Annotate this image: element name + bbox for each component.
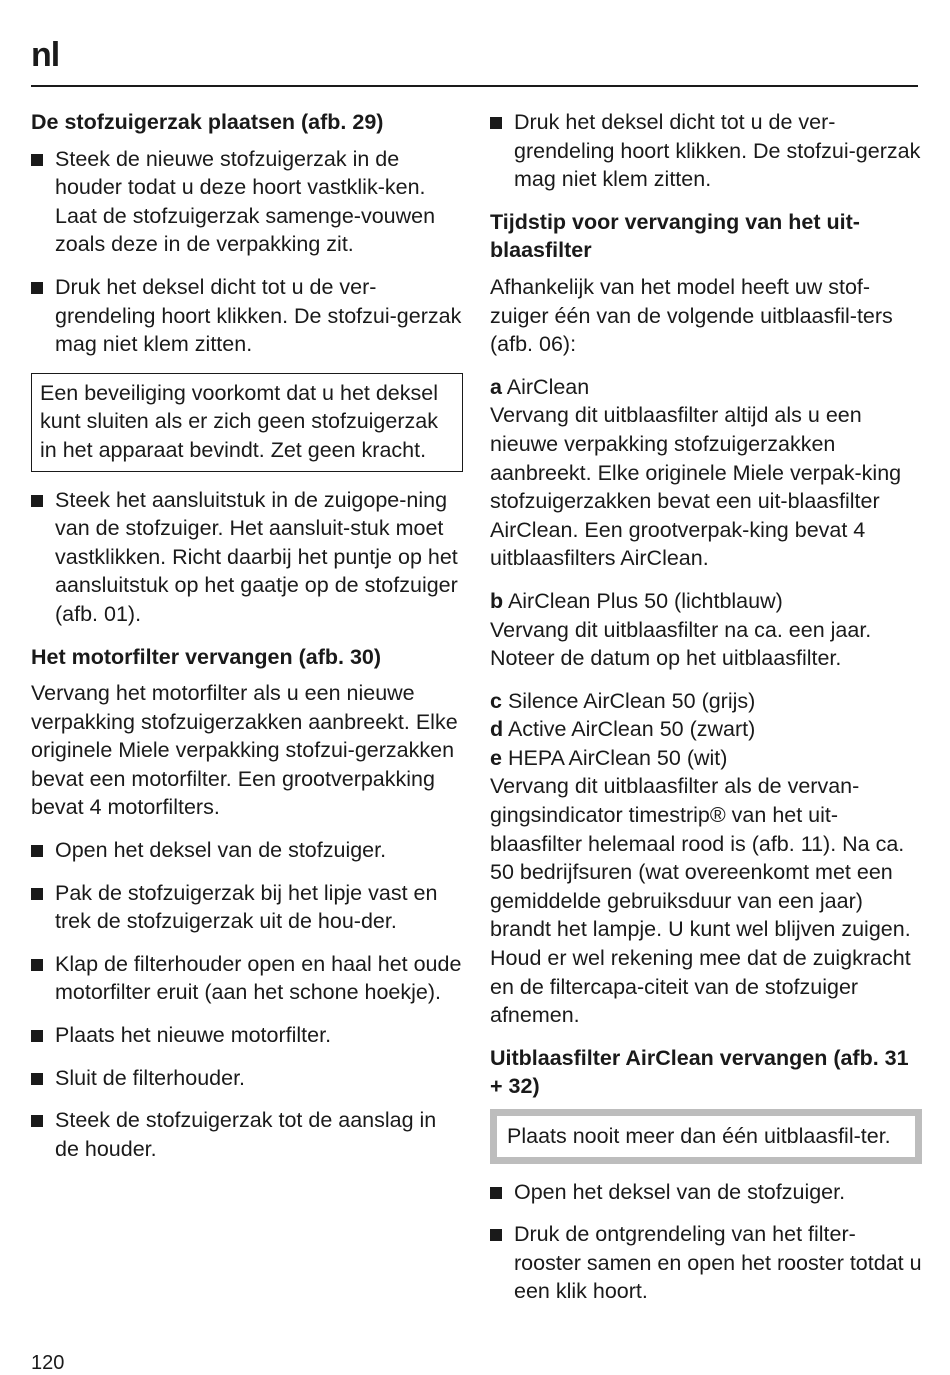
- bullet-square-icon: [490, 1187, 502, 1199]
- filter-a-block: [490, 373, 922, 573]
- bullet-square-icon: [31, 845, 43, 857]
- bullet-square-icon: [31, 1115, 43, 1127]
- filter-name: Silence AirClean 50 (grijs): [507, 688, 756, 713]
- filter-description: Vervang dit uitblaasfilter als de vervan-gingsindicator timestrip® van het uit-blaasfilter helemaal rood is (afb. 11). Na ca. 50 bedrijfsuren (wat overeenkomt met een gemiddelde gebruiksduur van een jaar) brandt het lampje. U kunt wel blijven zuigen. Houd er wel rekening mee dat de zuigkracht en de filtercapa-citeit van de stofzuiger afnemen.: [490, 774, 911, 1028]
- filter-name: Active AirClean 50 (zwart): [507, 717, 756, 742]
- bullet-square-icon: [490, 1229, 502, 1241]
- bullet-square-icon: [31, 1073, 43, 1085]
- list-item: Druk de ontgrendeling van het filter-rooster samen en open het rooster totdat u een klik hoort.: [490, 1220, 922, 1306]
- language-code: nl: [31, 36, 60, 74]
- bullet-square-icon: [490, 117, 502, 129]
- bullet-square-icon: [31, 888, 43, 900]
- page-number: 120: [31, 1352, 65, 1374]
- left-column: [31, 108, 463, 1177]
- list-item: Plaats het nieuwe motorfilter.: [31, 1021, 463, 1050]
- filter-name: HEPA AirClean 50 (wit): [507, 745, 728, 770]
- bullet-square-icon: [31, 282, 43, 294]
- bullet-square-icon: [31, 495, 43, 507]
- filter-name: AirClean: [506, 374, 590, 399]
- list-item: Sluit de filterhouder.: [31, 1064, 463, 1093]
- bullet-square-icon: [31, 154, 43, 166]
- filter-letter: b: [490, 588, 504, 613]
- header-rule: [31, 85, 918, 87]
- section-heading-airclean-replace: Uitblaasfilter AirClean vervangen (afb. 31 + 32): [490, 1045, 909, 1099]
- filter-letter: c: [490, 688, 502, 713]
- right-column: [490, 108, 922, 1320]
- section-heading-bag: De stofzuigerzak plaatsen (afb. 29): [31, 110, 384, 134]
- filter-cde-block: [490, 687, 922, 1030]
- filter-letter: e: [490, 745, 502, 770]
- filter-b-block: [490, 587, 922, 673]
- list-item: Klap de filterhouder open en haal het oude motorfilter eruit (aan het schone hoekje).: [31, 950, 463, 1007]
- bullet-square-icon: [31, 1030, 43, 1042]
- section-heading-exhaust-timing: Tijdstip voor vervanging van het uit-blaasfilter: [490, 209, 860, 263]
- list-item: Open het deksel van de stofzuiger.: [490, 1178, 922, 1207]
- bullet-square-icon: [31, 959, 43, 971]
- list-item: Steek de stofzuigerzak tot de aanslag in de houder.: [31, 1106, 463, 1163]
- list-item: Druk het deksel dicht tot u de ver-grendeling hoort klikken. De stofzui-gerzak mag niet klem zitten.: [31, 273, 463, 359]
- filter-description: Vervang dit uitblaasfilter na ca. een jaar. Noteer de datum op het uitblaasfilter.: [490, 617, 872, 671]
- list-item: Druk het deksel dicht tot u de ver-grendeling hoort klikken. De stofzui-gerzak mag niet klem zitten.: [490, 108, 922, 194]
- list-item: Pak de stofzuigerzak bij het lipje vast en trek de stofzuigerzak uit de hou-der.: [31, 879, 463, 936]
- filter-description: Vervang dit uitblaasfilter altijd als u een nieuwe verpakking stofzuigerzakken aanbreekt. Elke originele Miele verpak-king stofzuigerzakken bevat een uit-blaasfilter AirClean. Een grootverpak-king bevat 4 uitblaasfilters AirClean.: [490, 403, 902, 571]
- filter-letter: d: [490, 717, 504, 742]
- list-item: Steek de nieuwe stofzuigerzak in de houder todat u deze hoort vastklik-ken. Laat de stofzuigerzak samenge-vouwen zoals deze in de verpakking zit.: [31, 145, 463, 259]
- section-heading-motorfilter: Het motorfilter vervangen (afb. 30): [31, 644, 382, 669]
- paragraph: Afhankelijk van het model heeft uw stof-zuiger één van de volgende uitblaasfil-ters (afb. 06):: [490, 274, 893, 357]
- list-item: Steek het aansluitstuk in de zuigope-ning van de stofzuiger. Het aansluit-stuk moet vastklikken. Richt daarbij het puntje op het aansluitstuk op het gaatje op de stofzuiger (afb. 01).: [31, 486, 463, 629]
- filter-name: AirClean Plus 50 (lichtblauw): [507, 588, 783, 613]
- list-item: Open het deksel van de stofzuiger.: [31, 836, 463, 865]
- warning-note: Plaats nooit meer dan één uitblaasfil-ter.: [490, 1109, 922, 1164]
- safety-note: Een beveiliging voorkomt dat u het deksel kunt sluiten als er zich geen stofzuigerzak in het apparaat bevindt. Zet geen kracht.: [31, 373, 463, 472]
- filter-letter: a: [490, 374, 502, 399]
- paragraph: Vervang het motorfilter als u een nieuwe verpakking stofzuigerzakken aanbreekt. Elke originele Miele verpakking stofzui-gerzakken bevat een motorfilter. Een grootverpakking bevat 4 motorfilters.: [31, 681, 458, 820]
